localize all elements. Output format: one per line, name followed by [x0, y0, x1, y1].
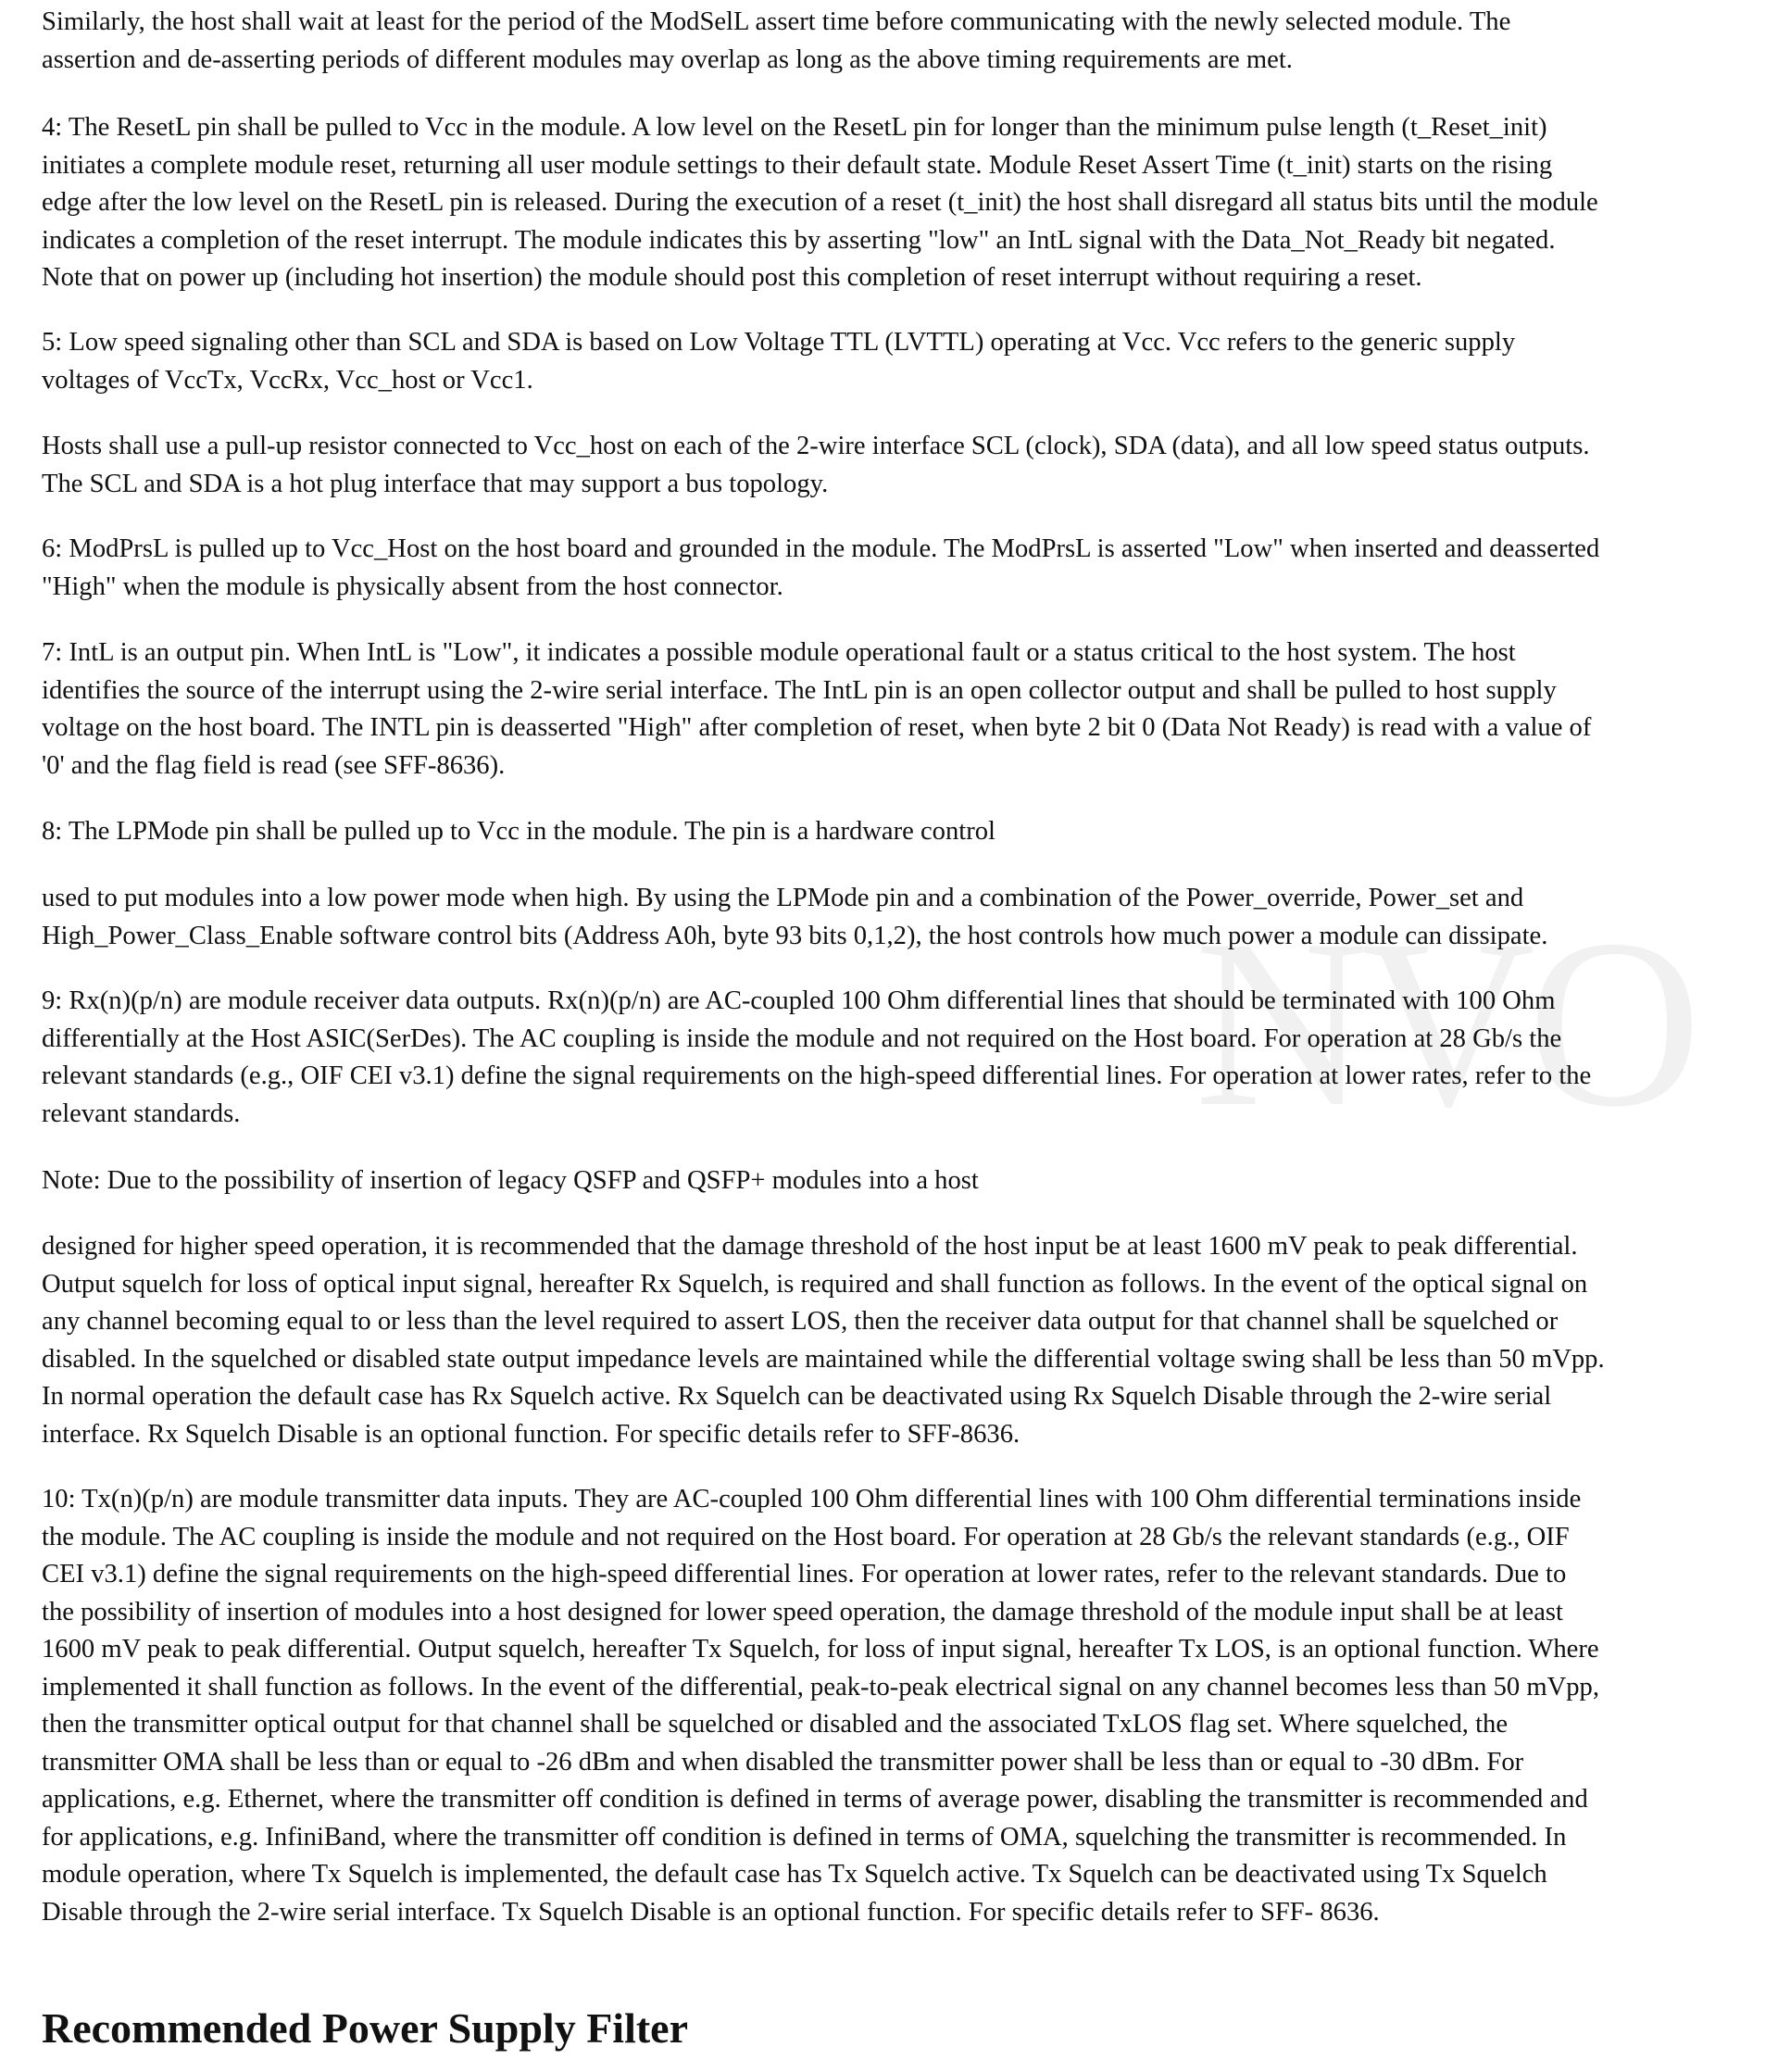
paragraph-note-8-lpmode	[42, 813, 1736, 851]
text-line: edge after the low level on the ResetL pin is released. During the execution of a reset (t_init) the host shall disregard all status bits until the module	[42, 188, 1598, 217]
text-line: any channel becoming equal to or less than the level required to assert LOS, then the receiver data output for that channel shall be squelched or	[42, 1307, 1559, 1336]
paragraph-note-4-resetl	[42, 109, 1736, 297]
text-line: Disable through the 2-wire serial interface. Tx Squelch Disable is an optional function. For specific details refer to SFF- 8636.	[42, 1897, 1380, 1927]
text-line: The SCL and SDA is a hot plug interface that may support a bus topology.	[42, 469, 829, 498]
paragraph-host-wait	[42, 4, 1736, 79]
text-line: Note that on power up (including hot insertion) the module should post this completion of reset interrupt without requiring a reset.	[42, 263, 1422, 292]
text-line: applications, e.g. Ethernet, where the transmitter off condition is defined in terms of average power, disabling the transmitter is recommended and	[42, 1785, 1588, 1814]
text-line: '0' and the flag field is read (see SFF-8636).	[42, 750, 506, 780]
text-line: 6: ModPrsL is pulled up to Vcc_Host on the host board and grounded in the module. The ModPrsL is asserted "Low" when inserted and deasserted	[42, 534, 1600, 563]
text-line: CEI v3.1) define the signal requirements on the high-speed differential lines. For operation at lower rates, refer to the relevant standards. Due to	[42, 1560, 1567, 1589]
text-line: 4: The ResetL pin shall be pulled to Vcc in the module. A low level on the ResetL pin for longer than the minimum pulse length (t_Reset_init)	[42, 113, 1547, 142]
text-line: interface. Rx Squelch Disable is an optional function. For specific details refer to SFF-8636.	[42, 1419, 1020, 1449]
paragraph-note-7-intl	[42, 634, 1736, 785]
section-heading-power-supply-filter: Recommended Power Supply Filter	[42, 2004, 689, 2052]
text-line: 10: Tx(n)(p/n) are module transmitter data inputs. They are AC-coupled 100 Ohm differential lines with 100 Ohm differential terminations inside	[42, 1485, 1582, 1513]
text-line: the module. The AC coupling is inside the module and not required on the Host board. For operation at 28 Gb/s the relevant standards (e.g., OIF	[42, 1522, 1570, 1551]
text-line: relevant standards (e.g., OIF CEI v3.1) define the signal requirements on the high-speed differential lines. For operation at lower rates, refer to the	[42, 1061, 1592, 1090]
text-line: relevant standards.	[42, 1099, 241, 1128]
text-line: 5: Low speed signaling other than SCL and SDA is based on Low Voltage TTL (LVTTL) operating at Vcc. Vcc refers to the generic supply	[42, 328, 1516, 357]
text-line: 1600 mV peak to peak differential. Output squelch, hereafter Tx Squelch, for loss of input signal, hereafter Tx LOS, is an optional function. Where	[42, 1635, 1599, 1664]
paragraph-pull-up-resistor	[42, 428, 1736, 503]
text-line: Similarly, the host shall wait at least for the period of the ModSelL assert time before communicating with the newly selected module. The	[42, 7, 1511, 36]
paragraph-note-5-low-speed	[42, 324, 1736, 399]
paragraph-note-6-modprsl	[42, 531, 1736, 606]
text-line: 8: The LPMode pin shall be pulled up to Vcc in the module. The pin is a hardware control	[42, 817, 995, 846]
text-line: Hosts shall use a pull-up resistor connected to Vcc_host on each of the 2-wire interface SCL (clock), SDA (data), and all low speed status outputs.	[42, 432, 1590, 460]
text-line: 9: Rx(n)(p/n) are module receiver data outputs. Rx(n)(p/n) are AC-coupled 100 Ohm differential lines that should be terminated with 100 Ohm	[42, 986, 1556, 1015]
text-line: used to put modules into a low power mode when high. By using the LPMode pin and a combination of the Power_override, Power_set and	[42, 884, 1524, 912]
text-line: disabled. In the squelched or disabled state output impedance levels are maintained while the differential voltage swing shall be less than 50 mVpp.	[42, 1344, 1605, 1374]
text-line: Note: Due to the possibility of insertion of legacy QSFP and QSFP+ modules into a host	[42, 1166, 979, 1195]
paragraph-rx-squelch	[42, 1228, 1736, 1453]
text-line: High_Power_Class_Enable software control bits (Address A0h, byte 93 bits 0,1,2), the host controls how much power a module can dissipate.	[42, 921, 1548, 950]
text-line: implemented it shall function as follows. In the event of the differential, peak-to-peak electrical signal on any channel becomes less than 50 mVpp,	[42, 1672, 1600, 1702]
text-line: identifies the source of the interrupt using the 2-wire serial interface. The IntL pin is an open collector output and shall be pulled to host supply	[42, 675, 1557, 705]
text-line: differentially at the Host ASIC(SerDes). The AC coupling is inside the module and not required on the Host board. For operation at 28 Gb/s the	[42, 1023, 1562, 1053]
text-line: voltage on the host board. The INTL pin is deasserted "High" after completion of reset, when byte 2 bit 0 (Data Not Ready) is read with a value of	[42, 713, 1592, 742]
text-line: voltages of VccTx, VccRx, Vcc_host or Vcc1.	[42, 365, 533, 395]
text-line: module operation, where Tx Squelch is implemented, the default case has Tx Squelch active. Tx Squelch can be deactivated using Tx Squelch	[42, 1860, 1547, 1889]
text-line: designed for higher speed operation, it is recommended that the damage threshold of the host input be at least 1600 mV peak to peak differential.	[42, 1232, 1578, 1261]
text-line: initiates a complete module reset, returning all user module settings to their default state. Module Reset Assert Time (t_init) starts on the rising	[42, 150, 1553, 180]
text-line: Output squelch for loss of optical input signal, hereafter Rx Squelch, is required and shall function as follows. In the event of the optical signal on	[42, 1269, 1588, 1299]
watermark-text: NVO	[1195, 890, 1695, 1157]
text-line: the possibility of insertion of modules into a host designed for lower speed operation, the damage threshold of the module input shall be at least	[42, 1597, 1563, 1626]
paragraph-note-legacy-qsfp	[42, 1162, 1736, 1200]
paragraph-lpmode-continued	[42, 880, 1736, 955]
text-line: assertion and de-asserting periods of different modules may overlap as long as the above timing requirements are met.	[42, 44, 1293, 74]
text-line: "High" when the module is physically absent from the host connector.	[42, 571, 783, 601]
paragraph-note-10-tx	[42, 1481, 1736, 1931]
text-line: In normal operation the default case has Rx Squelch active. Rx Squelch can be deactivated using Rx Squelch Disable through the 2-wire serial	[42, 1382, 1552, 1411]
document-page	[42, 0, 1736, 2072]
text-line: then the transmitter optical output for that channel shall be squelched or disabled and the associated TxLOS flag set. Where squelched, the	[42, 1710, 1509, 1739]
text-line: 7: IntL is an output pin. When IntL is "Low", it indicates a possible module operational fault or a status critical to the host system. The host	[42, 638, 1516, 667]
text-line: indicates a completion of the reset interrupt. The module indicates this by asserting "low" an IntL signal with the Data_Not_Ready bit negated.	[42, 225, 1556, 255]
text-line: transmitter OMA shall be less than or equal to -26 dBm and when disabled the transmitter power shall be less than or equal to -30 dBm. For	[42, 1747, 1524, 1777]
paragraph-note-9-rx	[42, 983, 1736, 1133]
text-line: for applications, e.g. InfiniBand, where the transmitter off condition is defined in terms of OMA, squelching the transmitter is recommended. In	[42, 1822, 1567, 1852]
